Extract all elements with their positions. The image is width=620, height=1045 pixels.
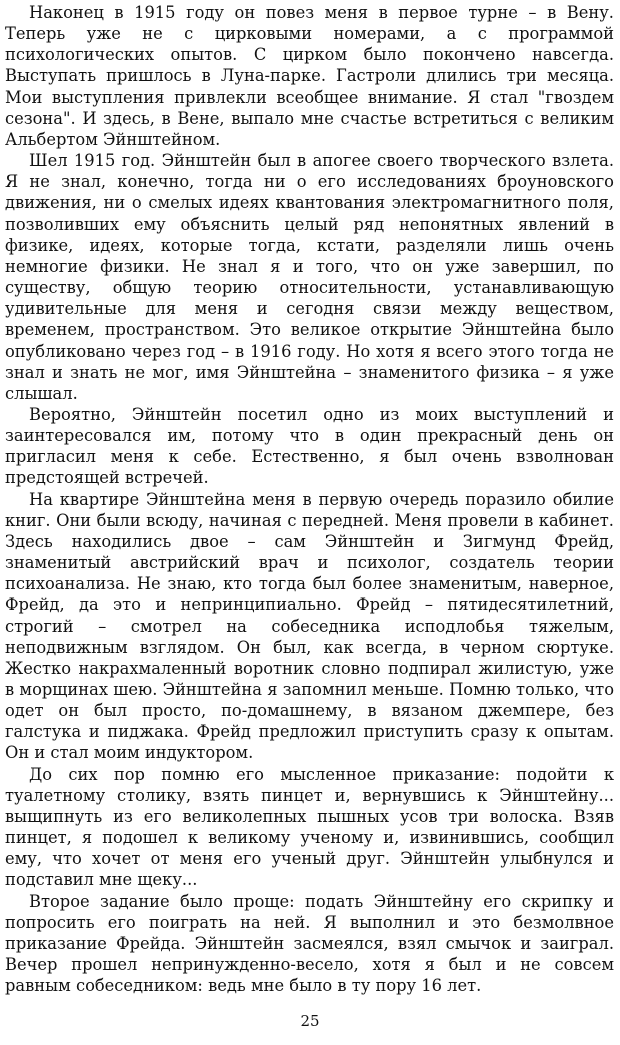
paragraph-2: Шел 1915 год. Эйнштейн был в апогее своего творческого взлета. Я не знал, конечно, тогда ни о его исследованиях броуновского движения, ни о смелых идеях квантования электромагнитного поля, позволивших ему объяснить целый ряд непонятных явлений в физике, идеях, которые тогда, кстати, разделяли лишь очень немногие физики. Не знал я и того, что он уже завершил, по существу, общую теорию относительности, устанавливающую удивительные для меня и сегодня связи между веществом, временем, пространством. Это великое открытие Эйнштейна было опубликовано через год – в 1916 году. Но хотя я всего этого тогда не знал и знать не мог, имя Эйнштейна – знаменитого физика – я уже слышал. (5, 151, 614, 403)
paragraph-1: Наконец в 1915 году он повез меня в первое турне – в Вену. Теперь уже не с цирковыми номерами, а с программой психологических опытов. С цирком было покончено навсегда. Выступать пришлось в Луна-парке. Гастроли длились три месяца. Мои выступления привлекли всеобщее внимание. Я стал "гвоздем сезона". И здесь, в Вене, выпало мне счастье встретиться с великим Альбертом Эйнштейном. (5, 3, 614, 149)
page-number: 25 (300, 1012, 320, 1030)
paragraph-3: Вероятно, Эйнштейн посетил одно из моих выступлений и заинтересовался им, потому что в один прекрасный день он пригласил меня к себе. Естественно, я был очень взволнован предстоящей встречей. (5, 404, 614, 488)
paragraph-5: До сих пор помню его мысленное приказание: подойти к туалетному столику, взять пинцет и, вернувшись к Эйнштейну... выщипнуть из его великолепных пышных усов три волоска. Взяв пинцет, я подошел к великому ученому и, извинившись, сообщил ему, что хочет от меня его ученый друг. Эйнштейн улыбнулся и подставил мне щеку... (5, 764, 614, 890)
paragraph-4: На квартире Эйнштейна меня в первую очередь поразило обилие книг. Они были всюду, начиная с передней. Меня провели в кабинет. Здесь находились двое – сам Эйнштейн и Зигмунд Фрейд, знаменитый австрийский врач и психолог, создатель теории психоанализа. Не знаю, кто тогда был более знаменитым, наверное, Фрейд, да это и непринципиально. Фрейд – пятидесятилетний, строгий – смотрел на собеседника исподлобья тяжелым, неподвижным взглядом. Он был, как всегда, в черном сюртуке. Жестко накрахмаленный воротник словно подпирал жилистую, уже в морщинах шею. Эйнштейна я запомнил меньше. Помню только, что одет он был просто, по-домашнему, в вязаном джемпере, без галстука и пиджака. Фрейд предложил приступить сразу к опытам. Он и стал моим индуктором. (5, 489, 614, 763)
paragraph-6: Второе задание было проще: подать Эйнштейну его скрипку и попросить его поиграть на ней. Я выполнил и это безмолвное приказание Фрейда. Эйнштейн засмеялся, взял смычок и заиграл. Вечер прошел непринужденно-весело, хотя я был и не совсем равным собеседником: ведь мне было в ту пору 16 лет. (5, 891, 614, 996)
text-body (5, 2, 614, 996)
